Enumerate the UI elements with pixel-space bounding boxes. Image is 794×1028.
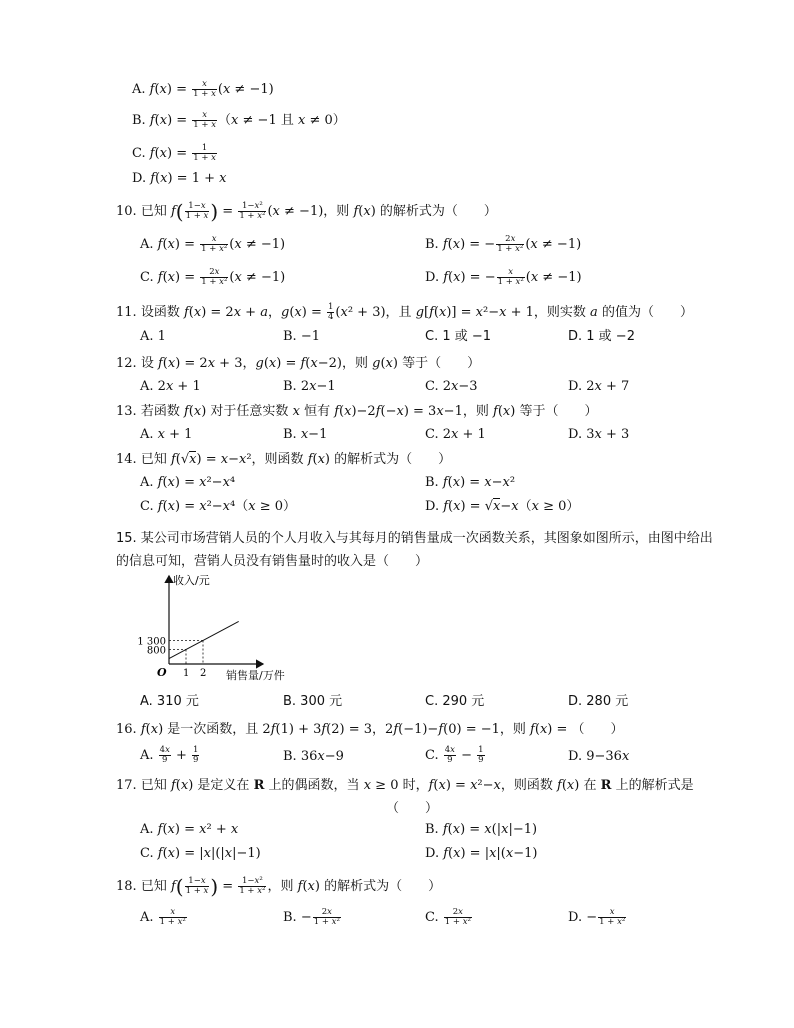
- q13-option-c: C. 2x + 1: [425, 427, 486, 442]
- q18-option-b: B. − $\frac{2x}{\text{1 + x²}}$: [283, 907, 340, 927]
- y-axis-label: 收入/元: [173, 574, 210, 587]
- q12-option-a: A. 2x + 1: [140, 379, 201, 394]
- q12-option-c: C. 2x−3: [425, 379, 478, 394]
- q10-option-d: D. f(x) = − $\frac{x}{\text{1 + x²}}$ (x ≠ −1): [425, 267, 582, 287]
- q14-option-c: C. f(x) = x²−x⁴（x ≥ 0）: [140, 499, 297, 514]
- q15-option-b: B. 300 元: [283, 694, 343, 709]
- q11-stem: 11. 设函数 f(x) = 2x + a，g(x) = $\frac{1}{4}$ (x² + 3)，且 g[f(x)] = x²−x + 1，则实数 a 的值为（ ）: [116, 302, 693, 322]
- q13-option-d: D. 3x + 3: [568, 427, 630, 442]
- q17-option-d: D. f(x) = |x|(x−1): [425, 846, 538, 861]
- q12-option-d: D. 2x + 7: [568, 379, 630, 394]
- y-tick-label-2: 1 300: [137, 636, 166, 648]
- q10-stem: 10. 已知 f( $\frac{1-x}{1 + x}$ ) = $\frac{\text{1−x²}}{\text{1 + x²}}$ (x ≠ −1)，则 f(x) 的解析式为（ ）: [116, 199, 497, 224]
- q9-option-b: B. f(x) = $\frac{x}{1 + x}$ （x ≠ −1 且 x ≠ 0）: [132, 110, 346, 130]
- q16-option-c: C. $\frac{4x}{9}$ − $\frac{1}{9}$: [425, 745, 484, 765]
- q12-option-b: B. 2x−1: [283, 379, 336, 394]
- q16-stem: 16. f(x) 是一次函数，且 2f(1) + 3f(2) = 3，2f(−1)−f(0) = −1，则 f(x) = （ ）: [116, 722, 624, 737]
- q17-option-c: C. f(x) = |x|(|x|−1): [140, 846, 261, 861]
- y-tick-label-1: 800: [146, 645, 166, 657]
- x-tick-label-1: 1: [183, 668, 190, 679]
- q15-option-c: C. 290 元: [425, 694, 485, 709]
- series-line: [169, 621, 239, 658]
- q15-option-d: D. 280 元: [568, 694, 629, 709]
- q15-stem: 15. 某公司市场营销人员的个人月收入与其每月的销售量成一次函数关系，其图象如图所示，由图中给出的信息可知，营销人员没有销售量时的收入是（ ）: [116, 531, 713, 569]
- x-axis-label: 销售量/万件: [226, 669, 285, 682]
- q11-option-a: A. 1: [140, 329, 166, 344]
- q10-option-c: C. f(x) = $\frac{2x}{\text{1 + x²}}$ (x ≠ −1): [140, 267, 286, 287]
- q13-option-a: A. x + 1: [140, 427, 193, 442]
- origin-label: O: [157, 666, 167, 679]
- q16-option-b: B. 36x−9: [283, 749, 344, 764]
- q18-option-c: C. $\frac{2x}{\text{1 + x²}}$: [425, 907, 471, 927]
- q16-option-d: D. 9−36x: [568, 749, 630, 764]
- q15-option-a: A. 310 元: [140, 694, 199, 709]
- q10-option-b: B. f(x) = − $\frac{2x}{\text{1 + x²}}$ (x ≠ −1): [425, 234, 582, 254]
- q9-option-a: A. f(x) = $\frac{x}{1 + x}$ (x ≠ −1): [132, 79, 274, 99]
- q16-option-a: A. $\frac{4x}{9}$ + $\frac{1}{9}$: [140, 745, 199, 765]
- q17-option-b: B. f(x) = x(|x|−1): [425, 822, 538, 837]
- q12-stem: 12. 设 f(x) = 2x + 3，g(x) = f(x−2)，则 g(x) 等于（ ）: [116, 356, 481, 371]
- q13-option-b: B. x−1: [283, 427, 328, 442]
- q11-option-b: B. −1: [283, 329, 320, 344]
- q17-stem-paren: （ ）: [386, 801, 439, 816]
- q11-option-d: D. 1 或 −2: [568, 329, 635, 344]
- x-tick-label-2: 2: [200, 668, 207, 679]
- q14-option-d: D. f(x) = √x−x（x ≥ 0）: [425, 499, 580, 514]
- q17-option-a: A. f(x) = x² + x: [140, 822, 239, 837]
- q10-option-a: A. f(x) = $\frac{x}{\text{1 + x²}}$ (x ≠ −1): [140, 234, 286, 254]
- q17-stem: 17. 已知 f(x) 是定义在 R 上的偶函数，当 x ≥ 0 时，f(x) = x²−x，则函数 f(x) 在 R 上的解析式是: [116, 778, 694, 793]
- q18-option-d: D. − $\frac{x}{\text{1 + x²}}$: [568, 907, 626, 927]
- q14-stem: 14. 已知 f(√x) = x−x²，则函数 f(x) 的解析式为（ ）: [116, 452, 452, 467]
- q11-option-c: C. 1 或 −1: [425, 329, 492, 344]
- q14-option-a: A. f(x) = x²−x⁴: [140, 475, 236, 490]
- q18-option-a: A. $\frac{x}{\text{1 + x²}}$: [140, 907, 186, 927]
- q14-option-b: B. f(x) = x−x²: [425, 475, 516, 490]
- q13-stem: 13. 若函数 f(x) 对于任意实数 x 恒有 f(x)−2f(−x) = 3x−1，则 f(x) 等于（ ）: [116, 404, 598, 419]
- q9-option-c: C. f(x) = $\frac{1}{1 + x}$: [132, 143, 216, 163]
- q18-stem: 18. 已知 f( $\frac{1-x}{1 + x}$ ) = $\frac{\text{1−x²}}{\text{1 + x²}}$ ，则 f(x) 的解析式为（ ）: [116, 874, 442, 899]
- q9-option-d: D. f(x) = 1 + x: [132, 171, 227, 186]
